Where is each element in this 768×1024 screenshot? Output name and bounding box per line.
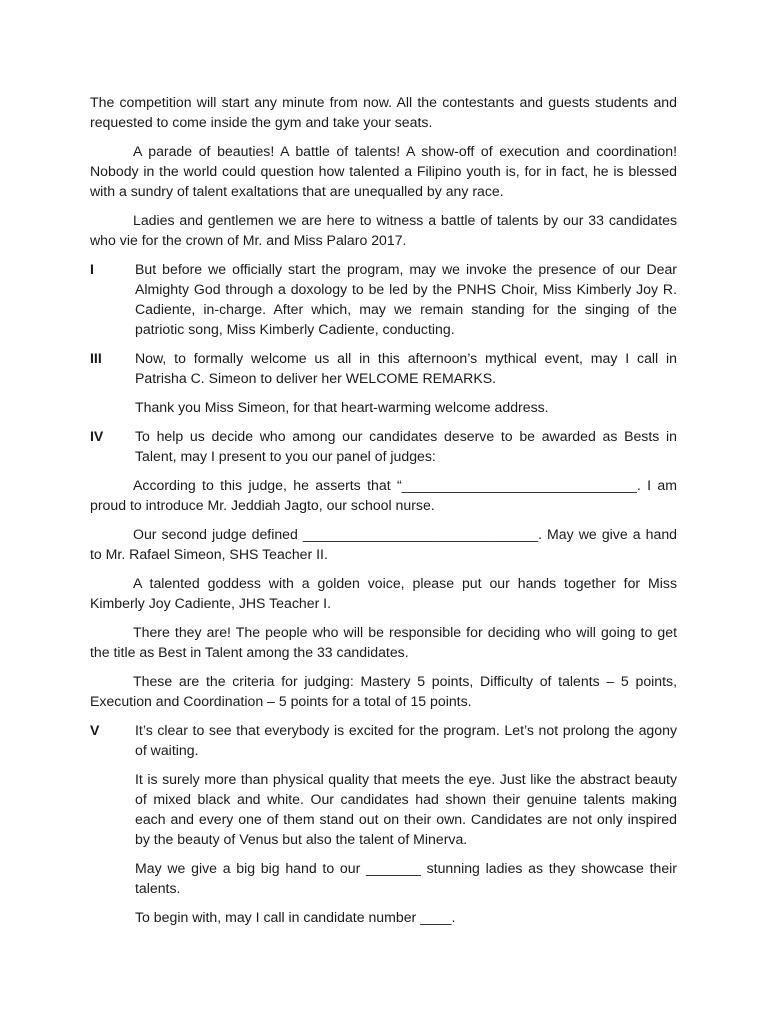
- paragraph-judge-two: Our second judge defined ______________________________. May we give a hand to Mr. Rafael Simeon, SHS Teacher II.: [90, 526, 677, 562]
- paragraph-beauty: It is surely more than physical quality that meets the eye. Just like the abstract beauty of mixed black and white. Our candidates had shown their genuine talents making each and every one of them stand out on their own. Candidates are not only inspired by the beauty of Venus but also the talent of Minerva.: [135, 771, 677, 847]
- section-welcome-remarks: [90, 348, 677, 388]
- paragraph-criteria: These are the criteria for judging: Mastery 5 points, Difficulty of talents – 5 points, Execution and Coordination – 5 points for a total of 15 points.: [90, 673, 677, 709]
- paragraph-intro: The competition will start any minute from now. All the contestants and guests students and requested to come inside the gym and take your seats.: [90, 94, 677, 130]
- paragraph-big-hand: May we give a big big hand to our _______ stunning ladies as they showcase their talents.: [135, 860, 677, 896]
- paragraph-doxology: But before we officially start the program, may we invoke the presence of our Dear Almighty God through a doxology to be led by the PNHS Choir, Miss Kimberly Joy R. Cadiente, in-charge. After which, may we remain standing for the singing of the patriotic song, Miss Kimberly Cadiente, conducting.: [135, 261, 677, 337]
- paragraph-welcome-audience: Ladies and gentlemen we are here to witness a battle of talents by our 33 candidates who vie for the crown of Mr. and Miss Palaro 2017.: [90, 212, 677, 248]
- section-prayer: [90, 259, 677, 339]
- paragraph-judge-one: According to this judge, he asserts that “______________________________. I am proud to introduce Mr. Jeddiah Jagto, our school nurse.: [90, 477, 677, 513]
- paragraph-thanks: Thank you Miss Simeon, for that heart-warming welcome address.: [135, 399, 549, 415]
- section-number: IV: [90, 428, 104, 444]
- section-number: V: [90, 722, 100, 738]
- paragraph-judges-intro: To help us decide who among our candidates deserve to be awarded as Bests in Talent, may I present to you our panel of judges:: [135, 428, 677, 464]
- paragraph-judges-summary: There they are! The people who will be responsible for deciding who will going to get the title as Best in Talent among the 33 candidates.: [90, 624, 677, 660]
- paragraph-excitement: It’s clear to see that everybody is excited for the program. Let’s not prolong the agony of waiting.: [135, 722, 677, 758]
- paragraph-judge-three: A talented goddess with a golden voice, please put our hands together for Miss Kimberly Joy Cadiente, JHS Teacher I.: [90, 575, 677, 611]
- paragraph-welcome-call: Now, to formally welcome us all in this afternoon’s mythical event, may I call in Patrisha C. Simeon to deliver her WELCOME REMARKS.: [135, 350, 677, 386]
- section-number: I: [90, 261, 94, 277]
- paragraph-first-candidate: To begin with, may I call in candidate number ____.: [135, 909, 456, 925]
- paragraph-parade: A parade of beauties! A battle of talents! A show-off of execution and coordination! Nobody in the world could question how talented a Filipino youth is, for in fact, he is blessed with a sundry of talent exaltations that are unequalled by any race.: [90, 143, 677, 199]
- section-judges: [90, 426, 677, 466]
- section-number: III: [90, 350, 102, 366]
- section-talents: [90, 720, 677, 760]
